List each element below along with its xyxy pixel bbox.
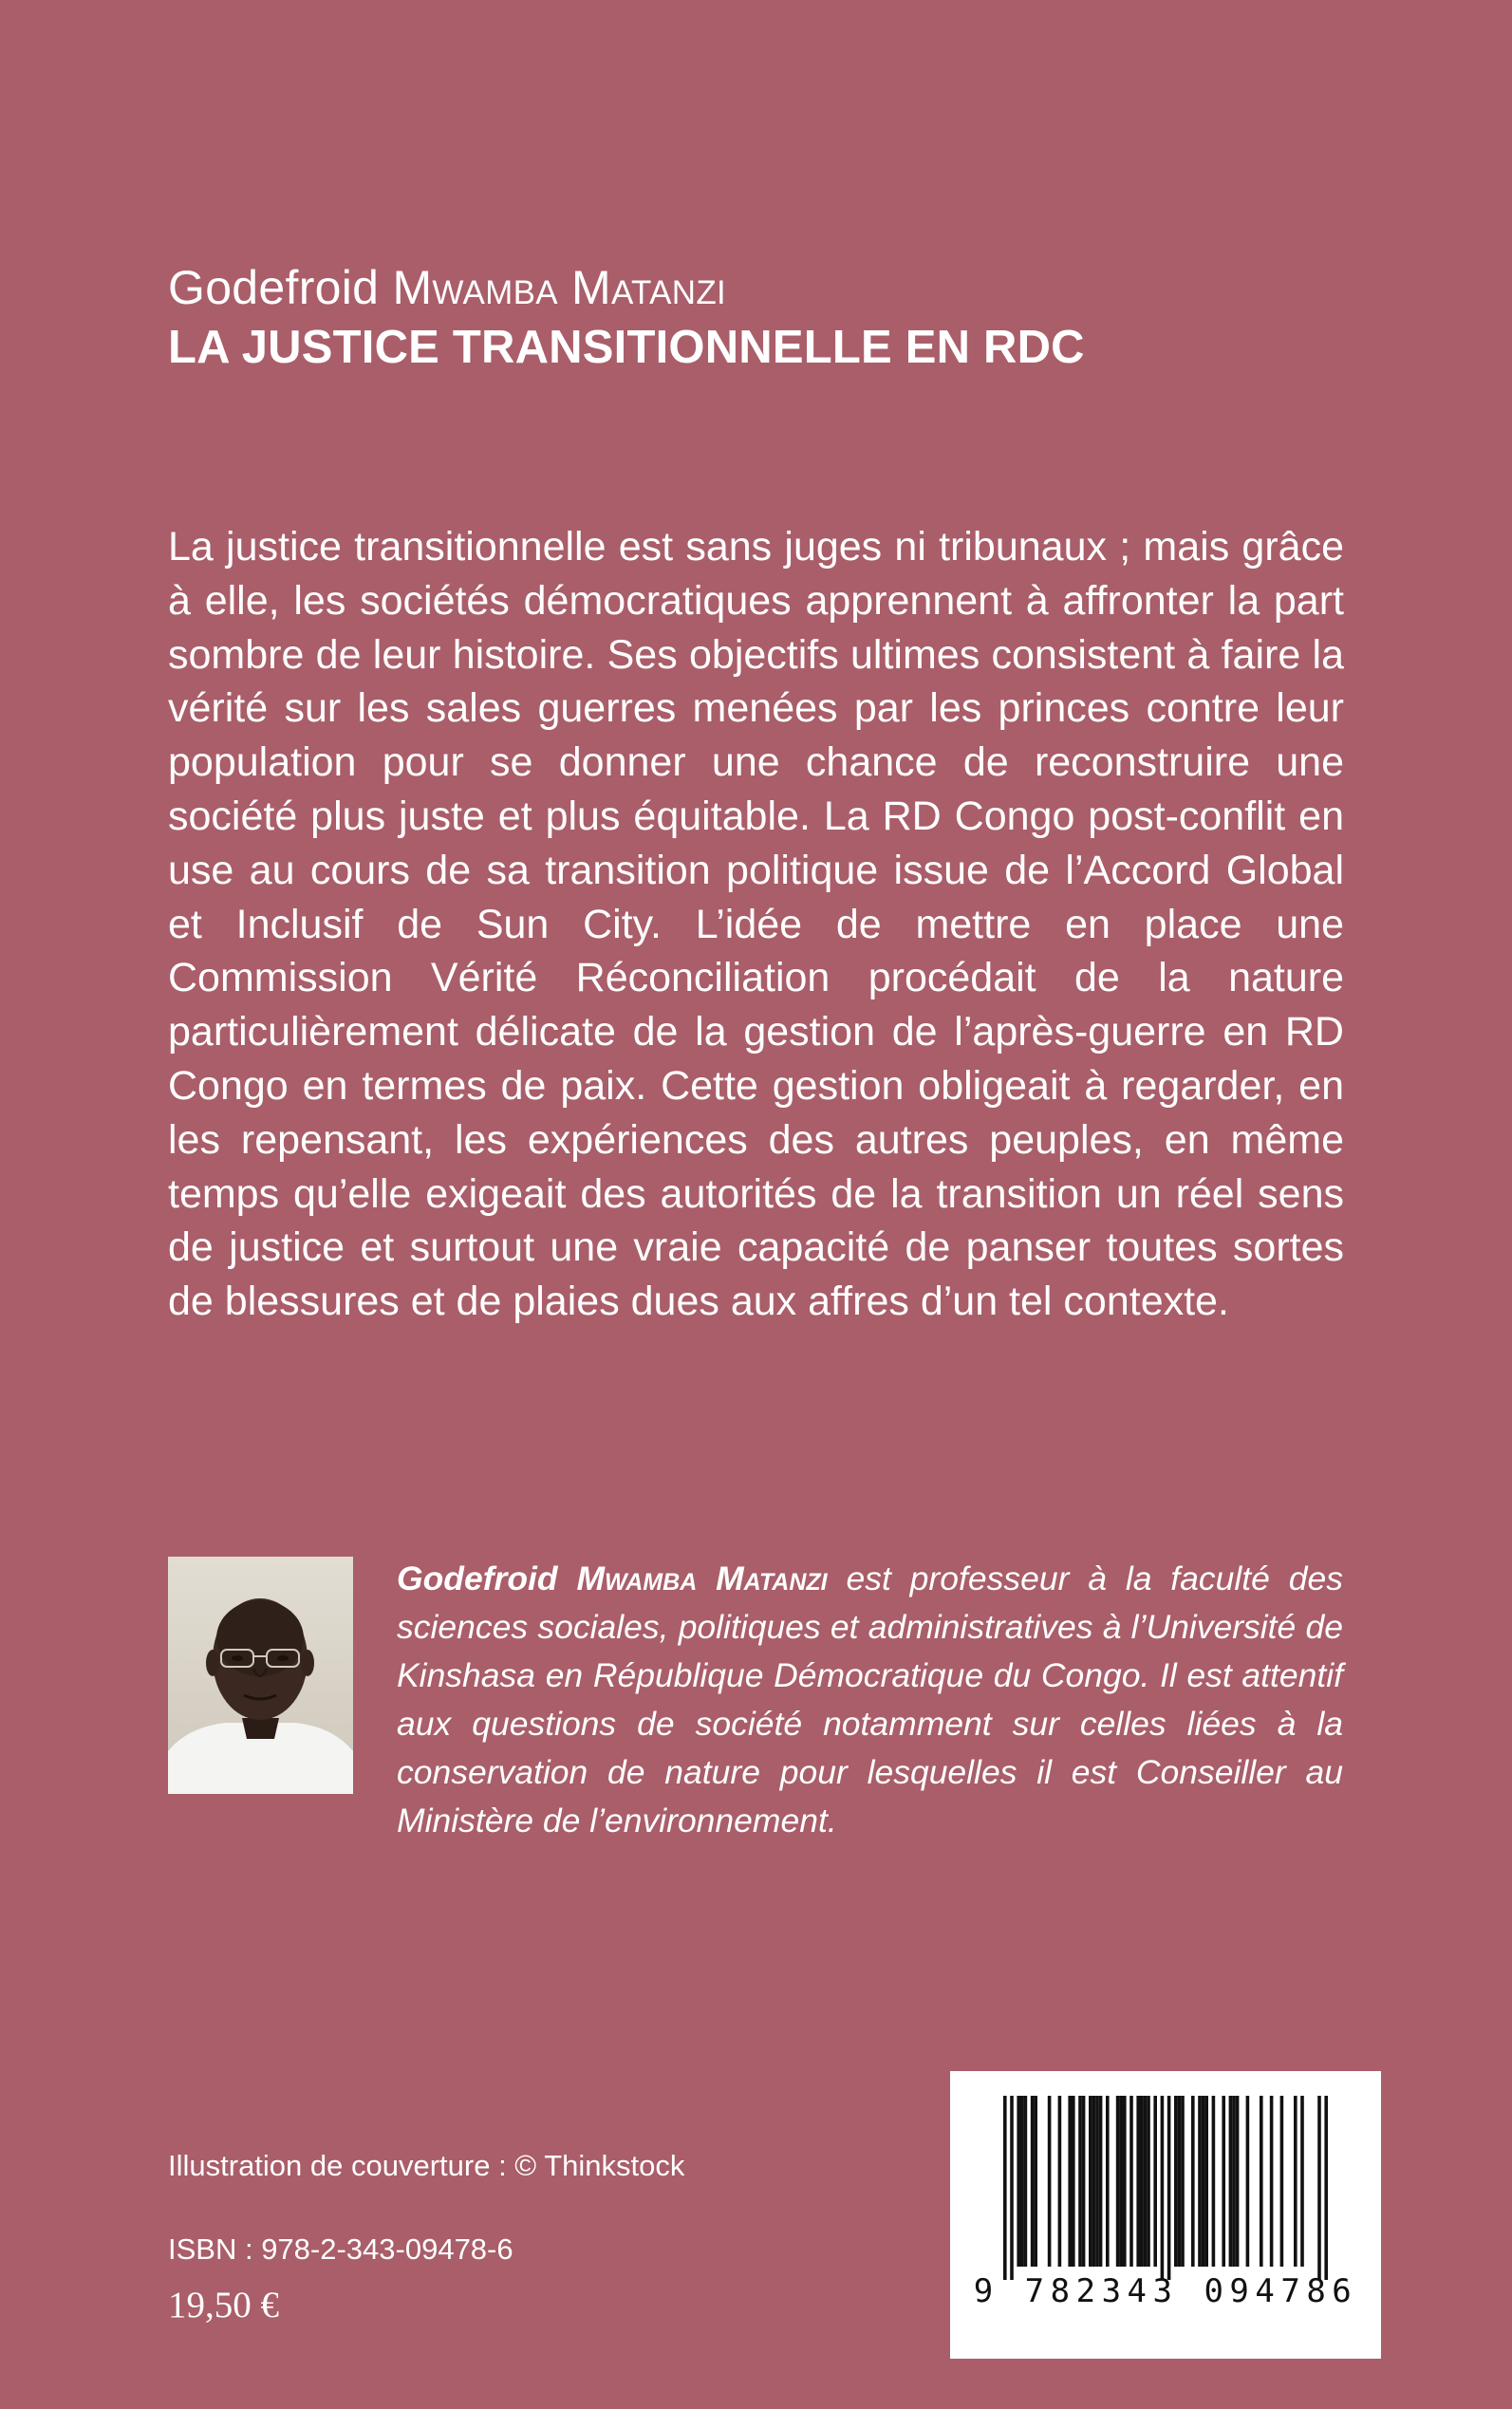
book-title: LA JUSTICE TRANSITIONNELLE EN RDC — [168, 322, 1085, 373]
author-first-name: Godefroid — [168, 261, 380, 314]
barcode-bar — [1123, 2096, 1127, 2267]
barcode-bar — [1144, 2096, 1148, 2267]
barcode-bar — [1024, 2096, 1028, 2267]
barcode-bar — [1140, 2096, 1144, 2267]
barcode-guard-bar — [1324, 2096, 1328, 2280]
barcode-bar — [1147, 2096, 1150, 2267]
cover-header — [168, 258, 1345, 378]
barcode-bar — [1232, 2096, 1236, 2267]
barcode-bars — [950, 2071, 1381, 2359]
barcode-bar — [1300, 2096, 1304, 2267]
barcode-bar — [1031, 2096, 1035, 2267]
barcode-bar — [1153, 2096, 1157, 2267]
barcode-bar — [1202, 2096, 1205, 2267]
price: 19,50 € — [168, 2285, 279, 2325]
barcode-bar — [1236, 2096, 1240, 2267]
barcode-bar — [1246, 2096, 1250, 2267]
barcode-bar — [1089, 2096, 1092, 2267]
barcode-guard-bar — [1010, 2096, 1014, 2280]
book-blurb: La justice transitionnelle est sans juges ni tribunaux ; mais grâce à elle, les sociétés démocratiques apprennent à affronter la part sombre de leur histoire. Ses objectifs ultimes consistent à faire la vérité sur les sales guerres menées par les princes contre leur population pour se donner une chance de reconstruire une société plus juste et plus équitable. La RD Congo post-conflit en use au cours de sa transition politique issue de l’Accord Global et Inclusif de Sun City. L’idée de mettre en place une Commission Vérité Réconciliation procédait de la nature particulièrement délicate de la gestion de l’après-guerre en RD Congo en termes de paix. Cette gestion obligeait à regarder, en les repensant, les expériences des autres peuples, en même temps qu’elle exigeait des autorités de la transition un réel sens de justice et surtout une vraie capacité de panser toutes sortes de blessures et de plaies dues aux affres d’un tel contexte. — [168, 524, 1344, 1325]
barcode-bar — [1020, 2096, 1024, 2267]
barcode-bar — [1099, 2096, 1103, 2267]
barcode-bar — [1260, 2096, 1263, 2267]
author-name — [168, 258, 1345, 317]
barcode-bar — [1229, 2096, 1233, 2267]
author-last-name: Mwamba Matanzi — [392, 261, 727, 314]
barcode-bar — [1270, 2096, 1274, 2267]
barcode-bar — [1119, 2096, 1123, 2267]
author-photo — [168, 1557, 353, 1794]
bio-text: est professeur à la faculté des sciences sociales, politiques et administratives à l’Université de Kinshasa en République Démocratique du Congo. Il est attentif aux questions de société notamment sur celles liées à la conservation de nature pour lesquelles il est Conseiller au Ministère de l’environnement. — [397, 1559, 1343, 1839]
barcode-bar — [1078, 2096, 1082, 2267]
barcode-bar — [1174, 2096, 1178, 2267]
bio-author-last-name: Mwamba Matanzi — [576, 1559, 828, 1597]
author-bio — [397, 1555, 1343, 1845]
cover-illustration-credit: Illustration de couverture : © Thinkstock — [168, 2149, 685, 2182]
barcode-bar — [1178, 2096, 1182, 2267]
barcode-bar — [1198, 2096, 1202, 2267]
barcode-bar — [1072, 2096, 1075, 2267]
barcode-bar — [1058, 2096, 1062, 2267]
barcode-bar — [1095, 2096, 1099, 2267]
barcode-bar — [1129, 2096, 1133, 2267]
barcode-bar — [1082, 2096, 1086, 2267]
barcode-bar — [1092, 2096, 1096, 2267]
barcode-bar — [1191, 2096, 1195, 2267]
barcode-bar — [1048, 2096, 1052, 2267]
barcode-bar — [1017, 2096, 1020, 2267]
bio-author-first-name: Godefroid — [397, 1559, 558, 1597]
barcode-guard-bar — [1317, 2096, 1321, 2280]
barcode-bar — [1034, 2096, 1037, 2267]
barcode-guard-bar — [1167, 2096, 1171, 2280]
barcode-bar — [1222, 2096, 1225, 2267]
barcode-guard-bar — [1003, 2096, 1007, 2280]
barcode-bar — [1116, 2096, 1120, 2267]
barcode — [950, 2071, 1381, 2359]
isbn: ISBN : 978-2-343-09478-6 — [168, 2232, 513, 2266]
barcode-bar — [1294, 2096, 1297, 2267]
barcode-bar — [1280, 2096, 1284, 2267]
barcode-bar — [1212, 2096, 1216, 2267]
barcode-bar — [1136, 2096, 1140, 2267]
barcode-bar — [1181, 2096, 1185, 2267]
barcode-digits: 9 782343 094786 — [973, 2272, 1358, 2310]
barcode-guard-bar — [1161, 2096, 1165, 2280]
barcode-bar — [1204, 2096, 1208, 2267]
barcode-bar — [1068, 2096, 1072, 2267]
barcode-bar — [1106, 2096, 1110, 2267]
